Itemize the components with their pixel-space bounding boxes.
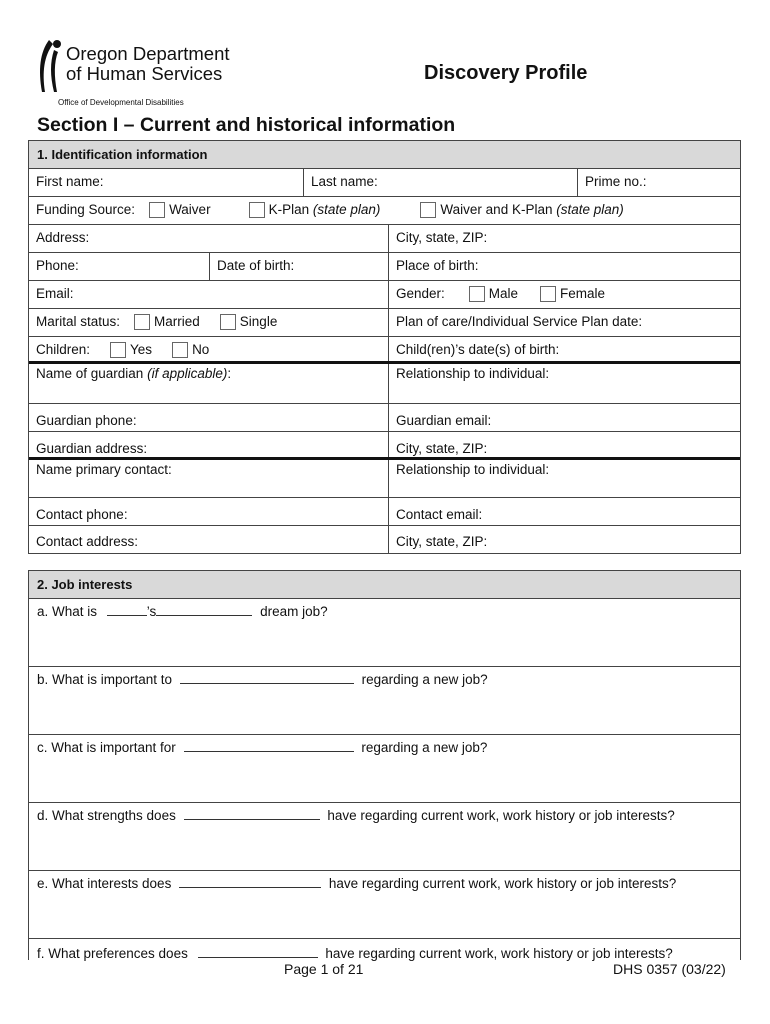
prime-no-field[interactable]: Prime no.:: [577, 169, 740, 196]
address-row: [29, 225, 740, 253]
guardian-name-row: [29, 364, 740, 404]
single-label: Single: [239, 314, 278, 329]
married-label: Married: [154, 314, 200, 329]
primary-contact-row: [29, 460, 740, 498]
contact-address-row: [29, 526, 740, 553]
phone-field[interactable]: Phone:: [36, 258, 79, 273]
contact-relationship-field[interactable]: Relationship to individual:: [388, 460, 740, 497]
children-row: [29, 337, 740, 364]
name-blank[interactable]: [180, 671, 354, 684]
single-checkbox[interactable]: [220, 314, 236, 330]
children-yes-checkbox[interactable]: [110, 342, 126, 358]
dob-field[interactable]: Date of birth:: [209, 253, 388, 280]
question-b[interactable]: [29, 667, 740, 735]
marital-label: Marital status:: [36, 314, 121, 329]
children-label: Children:: [36, 342, 91, 357]
marital-row: [29, 309, 740, 337]
kplan-checkbox[interactable]: [249, 202, 265, 218]
question-a-suffix: dream job?: [260, 604, 328, 619]
waiver-kplan-checkbox[interactable]: [420, 202, 436, 218]
question-c-text: c. What is important for: [37, 740, 176, 755]
job-interests-table: [28, 570, 741, 960]
guardian-phone-row: [29, 404, 740, 432]
org-line-1: Oregon Department: [66, 43, 230, 64]
possessive-text: ’s: [146, 604, 157, 619]
question-a[interactable]: [29, 599, 740, 667]
office-name: Office of Developmental Disabilities: [58, 98, 184, 107]
last-name-field[interactable]: Last name:: [303, 169, 577, 196]
question-f-text: f. What preferences does: [37, 946, 188, 961]
contact-phone-field[interactable]: Contact phone:: [36, 507, 128, 522]
name-blank[interactable]: [198, 945, 318, 958]
guardian-phone-field[interactable]: Guardian phone:: [36, 413, 137, 428]
contact-address-field[interactable]: Contact address:: [36, 534, 139, 549]
children-cell: [29, 337, 388, 361]
page-number: Page 1 of 21: [284, 961, 364, 977]
first-name-field[interactable]: First name:: [36, 174, 104, 189]
guardian-name-field[interactable]: Name of guardian (if applicable):: [36, 366, 232, 381]
guardian-address-row: [29, 432, 740, 460]
contact-phone-row: [29, 498, 740, 526]
question-d[interactable]: [29, 803, 740, 871]
email-row: [29, 281, 740, 309]
waiver-checkbox[interactable]: [149, 202, 165, 218]
document-title: Discovery Profile: [424, 62, 588, 84]
name-blank[interactable]: [184, 807, 320, 820]
gender-cell: [388, 281, 740, 308]
male-checkbox[interactable]: [469, 286, 485, 302]
org-line-2: of Human Services: [66, 63, 223, 84]
yes-label: Yes: [130, 342, 153, 357]
odhs-logo: [36, 38, 266, 110]
name-blank[interactable]: [184, 739, 354, 752]
gender-label: Gender:: [396, 286, 445, 301]
kplan-label: K-Plan: [268, 202, 310, 217]
funding-row: [29, 197, 740, 225]
children-dob-field[interactable]: Child(ren)’s date(s) of birth:: [388, 337, 740, 361]
place-of-birth-field[interactable]: Place of birth:: [388, 253, 740, 280]
question-e[interactable]: [29, 871, 740, 939]
funding-source-label: Funding Source:: [36, 202, 136, 217]
section-title: Section I – Current and historical information: [37, 114, 456, 136]
female-label: Female: [560, 286, 606, 301]
guardian-relationship-field[interactable]: Relationship to individual:: [388, 364, 740, 403]
question-a-text: a. What is: [37, 604, 98, 619]
job-interests-heading: 2. Job interests: [29, 571, 740, 599]
identification-heading: 1. Identification information: [29, 141, 740, 169]
primary-contact-field[interactable]: Name primary contact:: [36, 462, 172, 477]
guardian-address-field[interactable]: Guardian address:: [36, 441, 148, 456]
phone-row: [29, 253, 740, 281]
question-c-suffix: regarding a new job?: [361, 740, 488, 755]
logo-figure-icon: [36, 38, 66, 98]
name-row: [29, 169, 740, 197]
male-label: Male: [488, 286, 519, 301]
contact-city-field[interactable]: City, state, ZIP:: [388, 526, 740, 553]
plan-of-care-field[interactable]: Plan of care/Individual Service Plan date:: [388, 309, 740, 336]
kplan-state-label: (state plan): [312, 202, 381, 217]
contact-email-field[interactable]: Contact email:: [388, 498, 740, 525]
waiver-kplan-label: Waiver and K-Plan: [440, 202, 553, 217]
question-b-text: b. What is important to: [37, 672, 173, 687]
question-f[interactable]: [29, 939, 740, 963]
org-name: [66, 44, 230, 84]
name-blank-2[interactable]: [156, 603, 252, 616]
address-field[interactable]: Address:: [36, 230, 90, 245]
waiver-label: Waiver: [169, 202, 211, 217]
question-e-suffix: have regarding current work, work history or job interests?: [328, 876, 677, 891]
name-blank[interactable]: [179, 875, 321, 888]
question-d-suffix: have regarding current work, work history or job interests?: [327, 808, 675, 823]
question-e-text: e. What interests does: [37, 876, 172, 891]
guardian-email-field[interactable]: Guardian email:: [388, 404, 740, 431]
guardian-city-field[interactable]: City, state, ZIP:: [388, 432, 740, 457]
funding-cell: [29, 197, 740, 224]
married-checkbox[interactable]: [134, 314, 150, 330]
question-d-text: d. What strengths does: [37, 808, 176, 823]
children-no-checkbox[interactable]: [172, 342, 188, 358]
waiver-kplan-state-label: (state plan): [556, 202, 624, 217]
question-c[interactable]: [29, 735, 740, 803]
email-field[interactable]: Email:: [36, 286, 74, 301]
no-label: No: [192, 342, 210, 357]
marital-cell: [29, 309, 388, 336]
city-state-zip-field[interactable]: City, state, ZIP:: [388, 225, 740, 252]
question-f-suffix: have regarding current work, work history or job interests?: [325, 946, 673, 961]
question-b-suffix: regarding a new job?: [361, 672, 488, 687]
identification-table: [28, 140, 741, 554]
form-number: DHS 0357 (03/22): [613, 961, 726, 977]
name-blank[interactable]: [107, 603, 147, 616]
female-checkbox[interactable]: [540, 286, 556, 302]
